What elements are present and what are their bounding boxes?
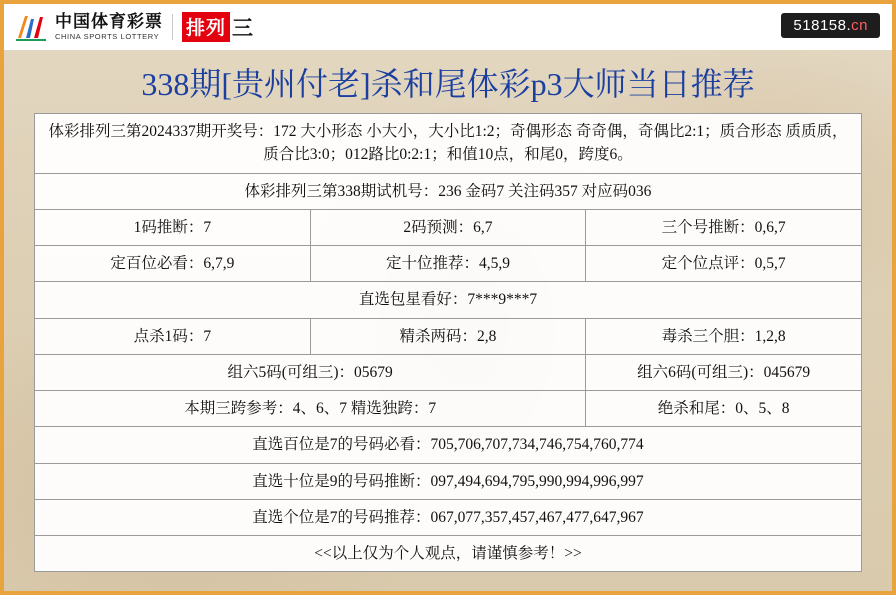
kill-three-cell: 毒杀三个胆：1,2,8 <box>586 318 862 354</box>
table-row <box>35 318 862 354</box>
recommendation-table <box>34 113 862 572</box>
table-row <box>35 173 862 209</box>
units-fix-cell: 定个位点评：0,5,7 <box>586 246 862 282</box>
site-header <box>4 4 892 50</box>
site-domain-main: 518158. <box>793 17 852 34</box>
header-divider <box>172 14 173 40</box>
hundreds-list-cell: 直选百位是7的号码必看：705,706,707,734,746,754,760,774 <box>35 427 862 463</box>
tens-list-cell: 直选十位是9的号码推断：097,494,694,795,990,994,996,997 <box>35 463 862 499</box>
site-domain-badge <box>781 13 880 38</box>
tens-fix-cell: 定十位推荐：4,5,9 <box>310 246 586 282</box>
table-row <box>35 354 862 390</box>
game-name-badge <box>182 12 253 42</box>
table-row <box>35 114 862 174</box>
units-list-cell: 直选个位是7的号码推荐：067,077,357,457,467,477,647,967 <box>35 499 862 535</box>
hundreds-fix-cell: 定百位必看：6,7,9 <box>35 246 311 282</box>
content-table-wrapper <box>34 113 862 572</box>
table-row <box>35 463 862 499</box>
table-row <box>35 499 862 535</box>
group6-five-cell: 组六5码(可组三)：05679 <box>35 354 586 390</box>
one-code-cell: 1码推断：7 <box>35 209 311 245</box>
span-reference-cell: 本期三跨参考：4、6、7 精选独跨：7 <box>35 391 586 427</box>
brand-logo-text <box>55 13 163 41</box>
brand-name-cn: 中国体育彩票 <box>55 12 163 32</box>
group6-six-cell: 组六6码(可组三)：045679 <box>586 354 862 390</box>
site-domain-suffix: cn <box>851 17 868 34</box>
three-code-cell: 三个号推断：0,6,7 <box>586 209 862 245</box>
table-row <box>35 427 862 463</box>
table-row <box>35 282 862 318</box>
straight-pattern-cell: 直选包星看好：7***9***7 <box>35 282 862 318</box>
two-code-cell: 2码预测：6,7 <box>310 209 586 245</box>
draw-summary-cell: 体彩排列三第2024337期开奖号：172 大小形态 小大小，大小比1:2；奇偶形态 奇奇偶，奇偶比2:1；质合形态 质质质，质合比3:0；012路比0:2:1；和值10点，和尾0，跨度6。 <box>35 114 862 174</box>
game-name-black: 三 <box>232 16 254 40</box>
page-title: 338期[贵州付老]杀和尾体彩p3大师当日推荐 <box>141 66 755 102</box>
kill-one-cell: 点杀1码：7 <box>35 318 311 354</box>
brand-logo <box>14 11 163 43</box>
kill-sum-tail-cell: 绝杀和尾：0、5、8 <box>586 391 862 427</box>
table-row <box>35 391 862 427</box>
table-row <box>35 209 862 245</box>
disclaimer-cell: <<以上仅为个人观点，请谨慎参考！>> <box>35 536 862 572</box>
kill-two-cell: 精杀两码：2,8 <box>310 318 586 354</box>
table-row <box>35 246 862 282</box>
test-number-cell: 体彩排列三第338期试机号：236 金码7 关注码357 对应码036 <box>35 173 862 209</box>
sports-lottery-logo-icon <box>14 11 48 43</box>
table-row <box>35 536 862 572</box>
game-name-red: 排列 <box>182 12 230 42</box>
brand-name-en: CHINA SPORTS LOTTERY <box>55 31 160 41</box>
